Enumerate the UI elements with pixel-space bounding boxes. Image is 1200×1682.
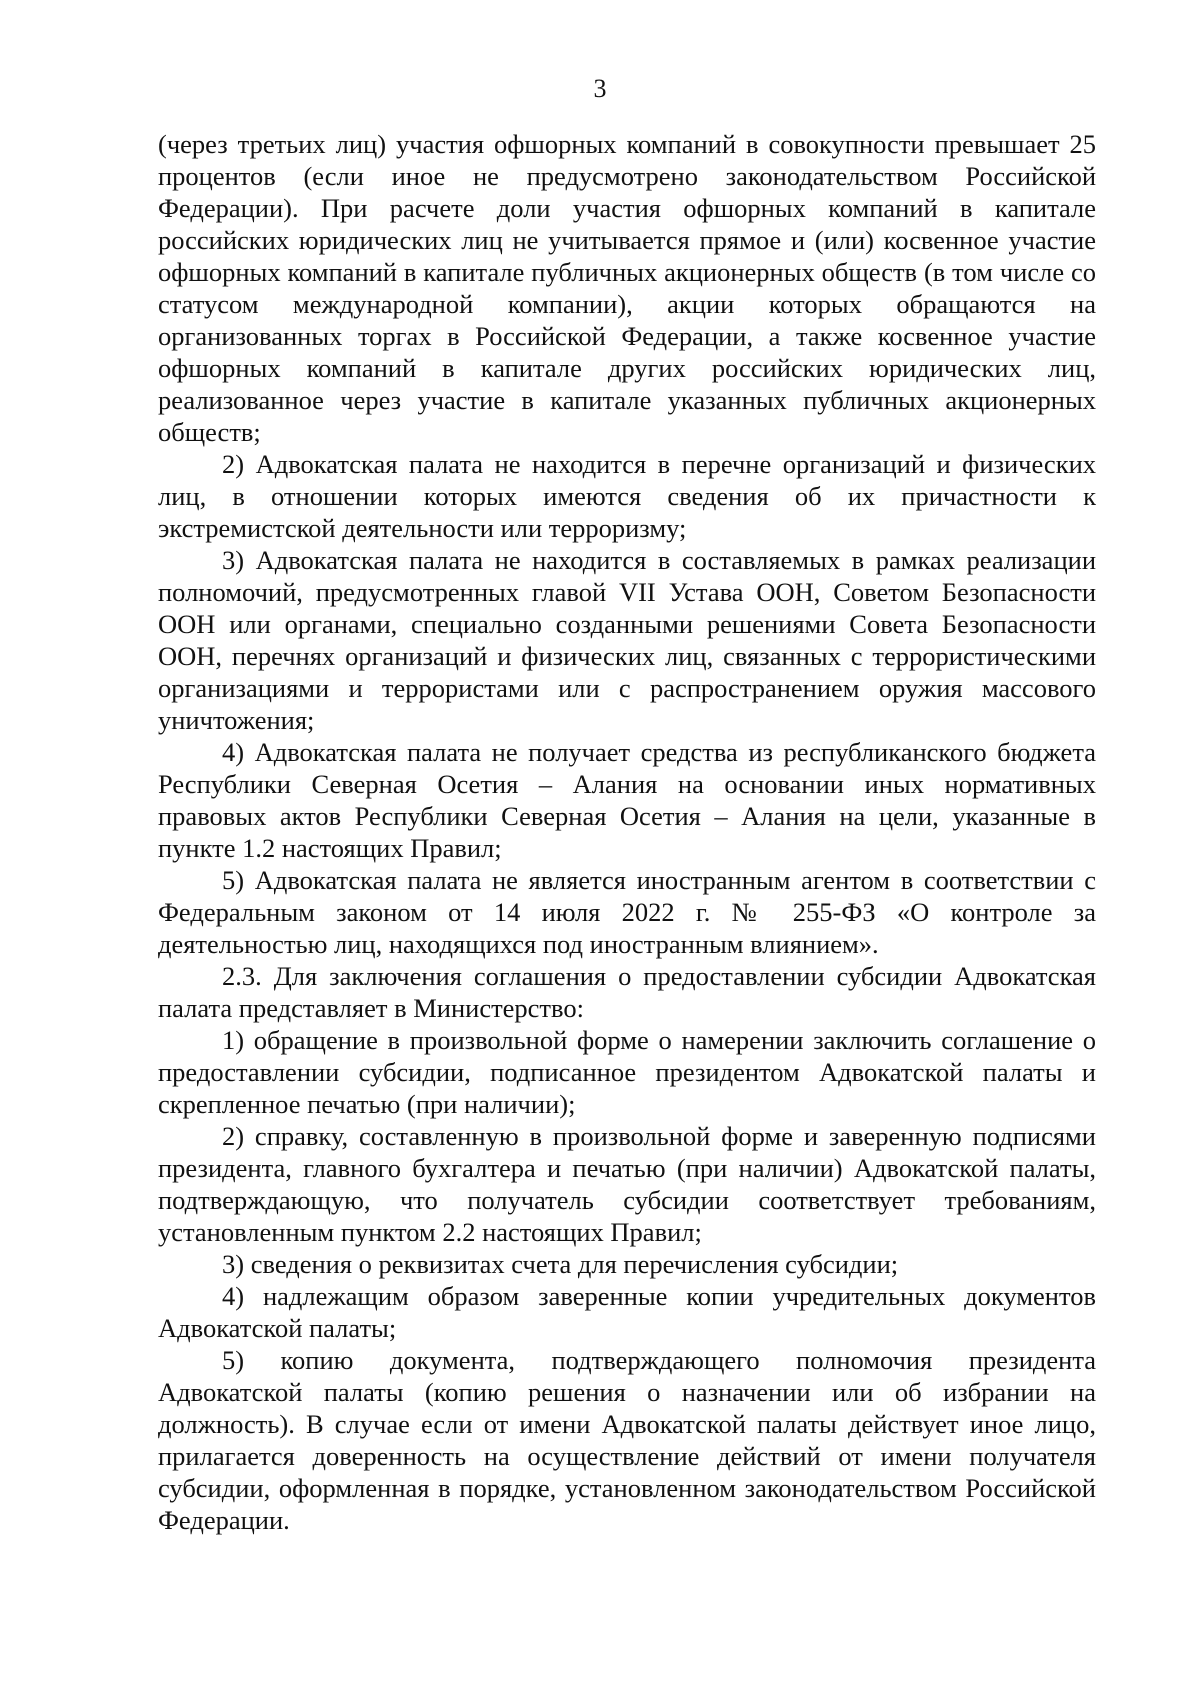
- paragraph-section-2-3: 2.3. Для заключения соглашения о предоставлении субсидии Адвокатская палата представляет в Министерство:: [158, 961, 1096, 1023]
- paragraph-un-sanctions-list: 3) Адвокатская палата не находится в составляемых в рамках реализации полномочий, предусмотренных главой VII Устава ООН, Советом Безопасности ООН или органами, специально созданными решениями Совета Безопасности ООН, перечнях организаций и физических лиц, связанных с террористическими организациями и террористами или с распространением оружия массового уничтожения;: [158, 545, 1096, 735]
- paragraph-foreign-agent: 5) Адвокатская палата не является иностранным агентом в соответствии с Федеральным законом от 14 июля 2022 г. № 255-ФЗ «О контроле за деятельностью лиц, находящихся под иностранным влиянием».: [158, 865, 1096, 959]
- page-number: 3: [593, 74, 607, 103]
- paragraph-offshore-participation: (через третьих лиц) участия офшорных компаний в совокупности превышает 25 процентов (если иное не предусмотрено законодательством Российской Федерации). При расчете доли участия офшорных компаний в капитале российских юридических лиц не учитывается прямое и (или) косвенное участие офшорных компаний в капитале публичных акционерных обществ (в том числе со статусом международной компании), акции которых обращаются на организованных торгах в Российской Федерации, а также косвенное участие офшорных компаний в капитале других российских юридических лиц, реализованное через участие в капитале указанных публичных акционерных обществ;: [158, 129, 1096, 447]
- paragraph-item-account-details: 3) сведения о реквизитах счета для перечисления субсидии;: [222, 1249, 899, 1279]
- paragraph-item-founding-documents: 4) надлежащим образом заверенные копии учредительных документов Адвокатской палаты;: [158, 1281, 1096, 1343]
- paragraph-item-authority-document: 5) копию документа, подтверждающего полномочия президента Адвокатской палаты (копию решения о назначении или об избрании на должность). В случае если от имени Адвокатской палаты действует иное лицо, прилагается доверенность на осуществление действий от имени получателя субсидии, оформленная в порядке, установленном законодательством Российской Федерации.: [158, 1345, 1096, 1535]
- document-body: [158, 128, 1096, 1536]
- paragraph-republic-budget: 4) Адвокатская палата не получает средства из республиканского бюджета Республики Северная Осетия – Алания на основании иных нормативных правовых актов Республики Северная Осетия – Алания на цели, указанные в пункте 1.2 настоящих Правил;: [158, 737, 1096, 863]
- paragraph-item-application: 1) обращение в произвольной форме о намерении заключить соглашение о предоставлении субсидии, подписанное президентом Адвокатской палаты и скрепленное печатью (при наличии);: [158, 1025, 1096, 1119]
- paragraph-item-certificate: 2) справку, составленную в произвольной форме и заверенную подписями президента, главного бухгалтера и печатью (при наличии) Адвокатской палаты, подтверждающую, что получатель субсидии соответствует требованиям, установленным пунктом 2.2 настоящих Правил;: [158, 1121, 1096, 1247]
- paragraph-extremism-list: 2) Адвокатская палата не находится в перечне организаций и физических лиц, в отношении которых имеются сведения об их причастности к экстремистской деятельности или терроризму;: [158, 449, 1096, 543]
